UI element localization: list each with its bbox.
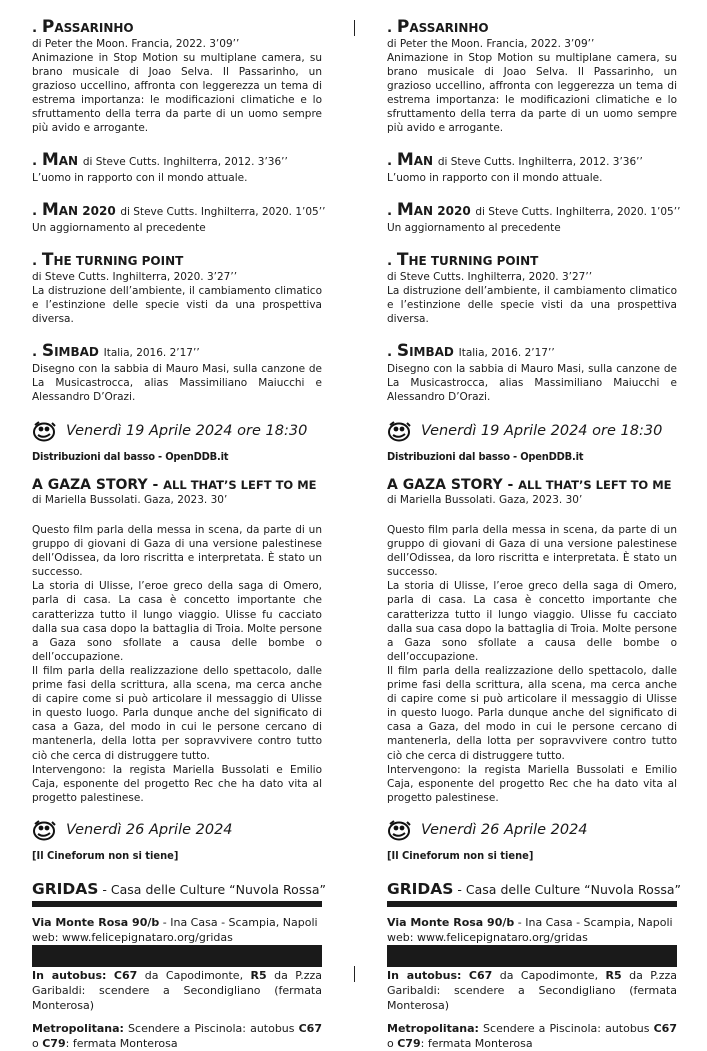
feature-meta: di Mariella Bussolati. Gaza, 2023. 30’	[32, 494, 228, 506]
venue-address: Via Monte Rosa 90/b - Ina Casa - Scampia, Napoli web: www.felicepignataro.org/gridas	[387, 915, 677, 960]
event-date-row	[32, 817, 322, 843]
cut-mark-bottom	[354, 966, 355, 982]
film-man	[387, 151, 677, 185]
event-date: Venerdì 19 Aprile 2024 ore 18:30	[66, 423, 308, 439]
film-meta: di Peter the Moon. Francia, 2022. 3’09’’	[32, 38, 240, 50]
feature-description: Questo film parla della messa in scena, da parte di un gruppo di giovani di Gaza di una versione palestinese dell’Odissea, da loro riscritta e interpretata. È stato un successo. La storia di Ulisse, l’eroe greco della saga di Omero, parla di casa. La casa è concetto importante che caratterizza tutto il lungo viaggio. Ulisse fu cacciato dalla sua casa dopo la battaglia di Troia. Molte persone a Gaza sono sfollate a causa delle bombe o dell’occupazione. Il film parla della realizzazione dello spettacolo, dalle prime fasi della scrittura, alla scena, ma cerca anche di capire come si può articolare il messaggio di Ulisse in questo luogo. Parla dunque anche del significato di casa a Gaza, del modo in cui le persone cercano di mantenerla, della lotta per sopravvivere contro tutto ciò che cerca di distruggere tutto. Intervengono: la regista Mariella Bussolati e Emilio Caja, esponente del progetto Rec che ha dato vita al progetto palestinese.	[32, 524, 322, 804]
event-date: Venerdì 26 Aprile 2024	[421, 821, 588, 838]
film-title: . MAN di Steve Cutts. Inghilterra, 2012. 3’36’’	[32, 150, 288, 170]
film-desc: Animazione in Stop Motion su multiplane camera, su brano musicale di Joao Selva. Il Passarinho, un grazioso uccellino, affronta con leggerezza un tema di estrema importanza: le modificazioni climatiche e lo sfruttamento della terra da parte di un uomo sempre più avido e arrogante.	[32, 52, 322, 134]
feature-title: A GAZA STORY - ALL THAT’S LEFT TO ME	[32, 477, 317, 493]
film-meta: di Steve Cutts. Inghilterra, 2020. 3’27’’	[387, 271, 593, 283]
bus-directions: In autobus: C67 da Capodimonte, R5 da P.zza Garibaldi: scendere a Secondigliano (fermata Monterosa)	[387, 968, 677, 1012]
distribution-credit: Distribuzioni dal basso - OpenDDB.it	[32, 450, 229, 463]
event-date-row	[387, 817, 677, 843]
film-list	[387, 17, 681, 404]
venue-address: Via Monte Rosa 90/b - Ina Casa - Scampia, Napoli web: www.felicepignataro.org/gridas	[32, 915, 322, 960]
film-title: . PASSARINHO	[32, 17, 134, 37]
film-desc: Un aggiornamento al precedente	[387, 222, 561, 234]
film-title: . PASSARINHO	[387, 17, 489, 37]
venue-web: web: www.felicepignataro.org/gridas	[32, 930, 233, 944]
film-title: . THE TURNING POINT	[387, 250, 539, 270]
event-date-row	[387, 418, 677, 444]
film-desc: L’uomo in rapporto con il mondo attuale.	[387, 172, 603, 184]
venue-title: GRIDAS - Casa delle Culture “Nuvola Rossa”	[387, 879, 681, 898]
film-desc: Disegno con la sabbia di Mauro Masi, sulla canzone de La Musicastrocca, alias Massimiliano Maiucchi e Alessandro D’Orazi.	[387, 363, 677, 403]
film-list	[32, 17, 326, 404]
cut-mark-top	[354, 20, 355, 36]
film-meta: di Steve Cutts. Inghilterra, 2020. 3’27’’	[32, 271, 238, 283]
footer-bar	[387, 945, 677, 967]
venue-title: GRIDAS - Casa delle Culture “Nuvola Rossa”	[32, 879, 326, 898]
divider	[387, 901, 677, 907]
cartoon-face-icon	[32, 819, 58, 841]
film-turning-point	[387, 251, 677, 326]
film-desc: La distruzione dell’ambiente, il cambiamento climatico e l’estinzione delle specie visti da una prospettiva diversa.	[387, 285, 677, 325]
venue-web: web: www.felicepignataro.org/gridas	[387, 930, 588, 944]
film-passarinho	[387, 18, 677, 135]
film-man-2020	[32, 200, 326, 235]
event-date: Venerdì 26 Aprile 2024	[66, 821, 233, 838]
metro-directions: Metropolitana: Scendere a Piscinola: autobus C67 o C79: fermata Monterosa	[32, 1021, 322, 1050]
film-desc: Un aggiornamento al precedente	[32, 222, 206, 234]
event-date: Venerdì 19 Aprile 2024 ore 18:30	[421, 423, 663, 439]
film-desc: L’uomo in rapporto con il mondo attuale.	[32, 172, 248, 184]
film-desc: La distruzione dell’ambiente, il cambiamento climatico e l’estinzione delle specie visti da una prospettiva diversa.	[32, 285, 322, 325]
film-title: . MAN 2020 di Steve Cutts. Inghilterra, 2020. 1’05’’	[387, 200, 681, 220]
event-date-row	[32, 418, 322, 444]
film-simbad	[387, 342, 677, 404]
film-turning-point	[32, 251, 322, 326]
cartoon-face-icon	[387, 819, 413, 841]
feature-meta: di Mariella Bussolati. Gaza, 2023. 30’	[387, 494, 583, 506]
film-desc: Animazione in Stop Motion su multiplane camera, su brano musicale di Joao Selva. Il Passarinho, un grazioso uccellino, affronta con leggerezza un tema di estrema importanza: le modificazioni climatiche e lo sfruttamento della terra da parte di un uomo sempre più avido e arrogante.	[387, 52, 677, 134]
bus-directions: In autobus: C67 da Capodimonte, R5 da P.zza Garibaldi: scendere a Secondigliano (fermata Monterosa)	[32, 968, 322, 1012]
film-title: . SIMBAD Italia, 2016. 2’17’’	[387, 341, 555, 361]
cancel-note: [Il Cineforum non si tiene]	[387, 848, 534, 862]
cartoon-face-icon	[32, 420, 58, 442]
film-desc: Disegno con la sabbia di Mauro Masi, sulla canzone de La Musicastrocca, alias Massimiliano Maiucchi e Alessandro D’Orazi.	[32, 363, 322, 403]
film-man-2020	[387, 200, 681, 235]
feature-title: A GAZA STORY - ALL THAT’S LEFT TO ME	[387, 477, 672, 493]
cancel-note: [Il Cineforum non si tiene]	[32, 848, 179, 862]
metro-directions: Metropolitana: Scendere a Piscinola: autobus C67 o C79: fermata Monterosa	[387, 1021, 677, 1050]
film-title: . THE TURNING POINT	[32, 250, 184, 270]
film-simbad	[32, 342, 322, 404]
cartoon-face-icon	[387, 420, 413, 442]
film-man	[32, 151, 322, 185]
flyer-right	[387, 17, 681, 1051]
divider	[32, 901, 322, 907]
feature-description: Questo film parla della messa in scena, da parte di un gruppo di giovani di Gaza di una versione palestinese dell’Odissea, da loro riscritta e interpretata. È stato un successo. La storia di Ulisse, l’eroe greco della saga di Omero, parla di casa. La casa è concetto importante che caratterizza tutto il lungo viaggio. Ulisse fu cacciato dalla sua casa dopo la battaglia di Troia. Molte persone a Gaza sono sfollate a causa delle bombe o dell’occupazione. Il film parla della realizzazione dello spettacolo, dalle prime fasi della scrittura, alla scena, ma cerca anche di capire come si può articolare il messaggio di Ulisse in questo luogo. Parla dunque anche del significato di casa a Gaza, del modo in cui le persone cercano di mantenerla, della lotta per sopravvivere contro tutto ciò che cerca di distruggere tutto. Intervengono: la regista Mariella Bussolati e Emilio Caja, esponente del progetto Rec che ha dato vita al progetto palestinese.	[387, 524, 677, 804]
film-title: . SIMBAD Italia, 2016. 2’17’’	[32, 341, 200, 361]
film-meta: di Peter the Moon. Francia, 2022. 3’09’’	[387, 38, 595, 50]
flyer-left	[32, 17, 326, 1051]
footer-bar	[32, 945, 322, 967]
film-title: . MAN 2020 di Steve Cutts. Inghilterra, 2020. 1’05’’	[32, 200, 326, 220]
distribution-credit: Distribuzioni dal basso - OpenDDB.it	[387, 450, 584, 463]
film-passarinho	[32, 18, 322, 135]
film-title: . MAN di Steve Cutts. Inghilterra, 2012. 3’36’’	[387, 150, 643, 170]
